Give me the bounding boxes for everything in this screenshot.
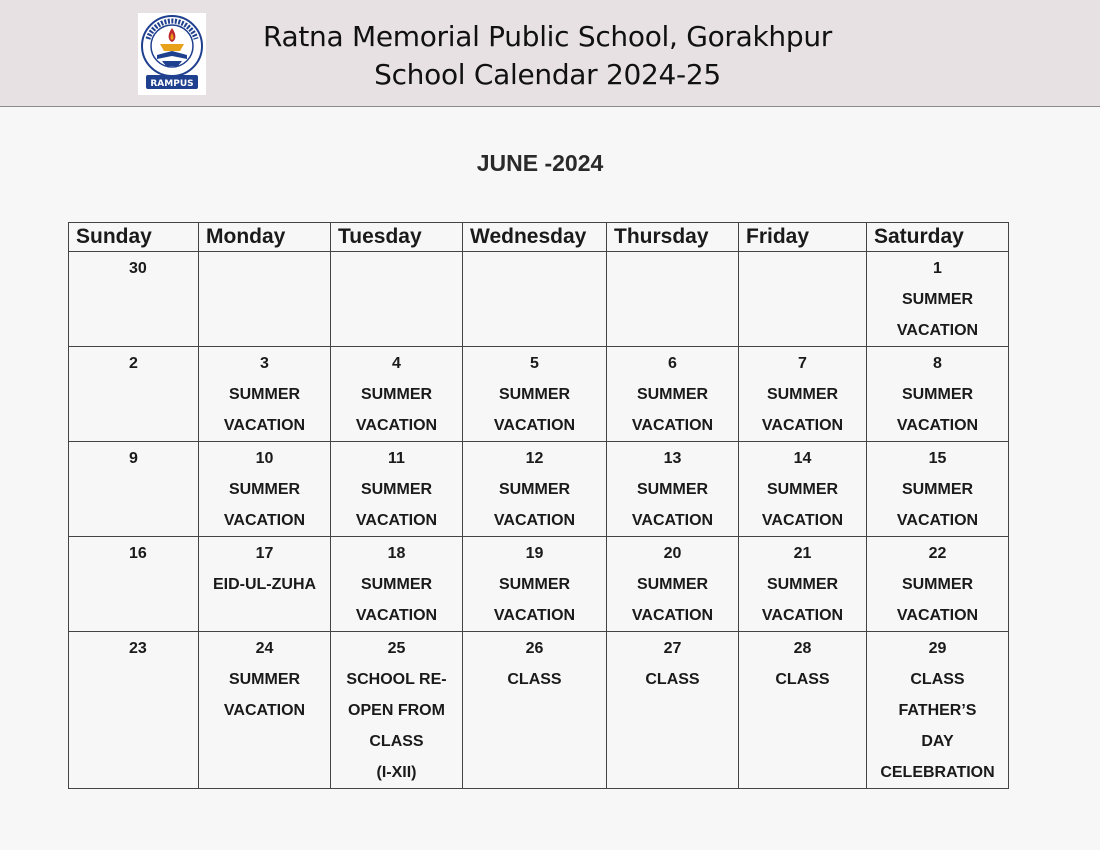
- event-text: OPEN FROM: [348, 702, 445, 719]
- event-text: SUMMER: [766, 481, 839, 498]
- day-number: 19: [525, 545, 544, 562]
- school-logo: [138, 13, 206, 95]
- event-text: SUMMER: [228, 386, 301, 403]
- event-text: SUMMER: [901, 481, 974, 498]
- event-text: SUMMER: [360, 481, 433, 498]
- day-cell: [69, 347, 199, 442]
- day-cell: [739, 347, 867, 442]
- weekday-header: Tuesday: [331, 223, 463, 252]
- day-cell: [867, 632, 1009, 789]
- day-cell: [199, 537, 331, 632]
- event-text: (I-XII): [376, 764, 417, 781]
- day-cell: [199, 347, 331, 442]
- month-title: JUNE -2024: [476, 150, 604, 176]
- day-number: 16: [129, 545, 147, 562]
- day-number: 20: [663, 545, 682, 562]
- day-number: 5: [530, 355, 539, 372]
- event-text: VACATION: [493, 417, 576, 434]
- event-text: VACATION: [355, 607, 438, 624]
- day-number: 30: [129, 260, 147, 277]
- event-text: CLASS: [507, 671, 562, 688]
- event-text: VACATION: [493, 512, 576, 529]
- day-cell: [331, 252, 463, 347]
- day-cell: [331, 442, 463, 537]
- event-text: VACATION: [355, 512, 438, 529]
- day-number: 14: [793, 450, 812, 467]
- page-header: [0, 0, 1100, 107]
- day-number: 1: [933, 260, 942, 277]
- day-cell: [607, 252, 739, 347]
- day-number: 26: [525, 640, 544, 657]
- day-cell: [331, 632, 463, 789]
- day-cell: [69, 252, 199, 347]
- event-text: SUMMER: [498, 576, 571, 593]
- day-cell: [867, 347, 1009, 442]
- day-number: 2: [129, 355, 138, 372]
- day-number: 11: [388, 450, 405, 467]
- day-number: 17: [255, 545, 274, 562]
- event-text: SUMMER: [498, 386, 571, 403]
- event-text: SUMMER: [228, 671, 301, 688]
- day-cell: [463, 632, 607, 789]
- day-cell: [331, 347, 463, 442]
- calendar-grid: [68, 222, 1009, 789]
- day-cell: [739, 442, 867, 537]
- day-number: 6: [668, 355, 677, 372]
- day-number: 10: [255, 450, 274, 467]
- event-text: VACATION: [631, 512, 714, 529]
- day-cell: [463, 347, 607, 442]
- day-number: 25: [387, 640, 406, 657]
- day-cell: [69, 442, 199, 537]
- week-row: [69, 632, 1009, 789]
- event-text: VACATION: [896, 512, 979, 529]
- day-number: 15: [928, 450, 947, 467]
- event-text: EID-UL-ZUHA: [212, 576, 317, 593]
- event-text: SUMMER: [498, 481, 571, 498]
- day-cell: [739, 252, 867, 347]
- day-number: 24: [255, 640, 274, 657]
- day-cell: [199, 442, 331, 537]
- weekday-header: Saturday: [867, 223, 1009, 252]
- day-number: 28: [793, 640, 812, 657]
- calendar-title: School Calendar 2024-25: [374, 58, 721, 91]
- day-cell: [463, 252, 607, 347]
- day-number: 12: [525, 450, 544, 467]
- event-text: CLASS: [775, 671, 830, 688]
- event-text: SUMMER: [636, 386, 709, 403]
- day-cell: [739, 537, 867, 632]
- weekday-header: Monday: [199, 223, 331, 252]
- day-cell: [463, 537, 607, 632]
- weekday-header-row: [69, 223, 1009, 252]
- week-row: [69, 537, 1009, 632]
- day-number: 21: [793, 545, 812, 562]
- day-number: 18: [387, 545, 406, 562]
- event-text: VACATION: [223, 417, 306, 434]
- day-cell: [199, 632, 331, 789]
- event-text: CLASS: [645, 671, 700, 688]
- day-cell: [607, 537, 739, 632]
- day-cell: [463, 442, 607, 537]
- day-cell: [199, 252, 331, 347]
- event-text: SUMMER: [766, 386, 839, 403]
- weekday-header: Friday: [739, 223, 867, 252]
- event-text: CLASS: [369, 733, 424, 750]
- week-row: [69, 252, 1009, 347]
- event-text: VACATION: [493, 607, 576, 624]
- event-text: CLASS: [910, 671, 965, 688]
- event-text: CELEBRATION: [880, 764, 995, 781]
- day-number: 27: [663, 640, 682, 657]
- event-text: SUMMER: [636, 576, 709, 593]
- event-text: VACATION: [896, 417, 979, 434]
- event-text: VACATION: [223, 702, 306, 719]
- day-number: 29: [928, 640, 947, 657]
- weekday-header: Thursday: [607, 223, 739, 252]
- event-text: SUMMER: [228, 481, 301, 498]
- event-text: SCHOOL RE-: [346, 671, 447, 688]
- event-text: VACATION: [223, 512, 306, 529]
- logo-ribbon-text: RAMPUS: [150, 79, 194, 89]
- day-cell: [607, 347, 739, 442]
- event-text: VACATION: [631, 417, 714, 434]
- event-text: FATHER’S: [898, 702, 977, 719]
- day-cell: [69, 537, 199, 632]
- week-row: [69, 442, 1009, 537]
- day-cell: [607, 442, 739, 537]
- event-text: VACATION: [761, 607, 844, 624]
- day-cell: [867, 252, 1009, 347]
- day-cell: [867, 537, 1009, 632]
- event-text: SUMMER: [901, 576, 974, 593]
- day-number: 23: [129, 640, 147, 657]
- event-text: SUMMER: [766, 576, 839, 593]
- day-cell: [69, 632, 199, 789]
- week-row: [69, 347, 1009, 442]
- day-cell: [867, 442, 1009, 537]
- day-number: 7: [798, 355, 807, 372]
- event-text: VACATION: [631, 607, 714, 624]
- event-text: VACATION: [896, 322, 979, 339]
- school-name: Ratna Memorial Public School, Gorakhpur: [262, 20, 832, 53]
- event-text: SUMMER: [360, 576, 433, 593]
- event-text: SUMMER: [360, 386, 433, 403]
- event-text: VACATION: [355, 417, 438, 434]
- event-text: DAY: [921, 733, 954, 750]
- weekday-header: Sunday: [69, 223, 199, 252]
- day-cell: [739, 632, 867, 789]
- event-text: VACATION: [761, 512, 844, 529]
- event-text: SUMMER: [901, 386, 974, 403]
- day-cell: [331, 537, 463, 632]
- day-number: 13: [663, 450, 682, 467]
- day-cell: [607, 632, 739, 789]
- day-number: 3: [260, 355, 269, 372]
- event-text: VACATION: [761, 417, 844, 434]
- event-text: SUMMER: [636, 481, 709, 498]
- event-text: SUMMER: [901, 291, 974, 308]
- day-number: 8: [933, 355, 942, 372]
- event-text: VACATION: [896, 607, 979, 624]
- weekday-header: Wednesday: [463, 223, 607, 252]
- day-number: 22: [928, 545, 947, 562]
- day-number: 9: [129, 450, 138, 467]
- day-number: 4: [392, 355, 401, 372]
